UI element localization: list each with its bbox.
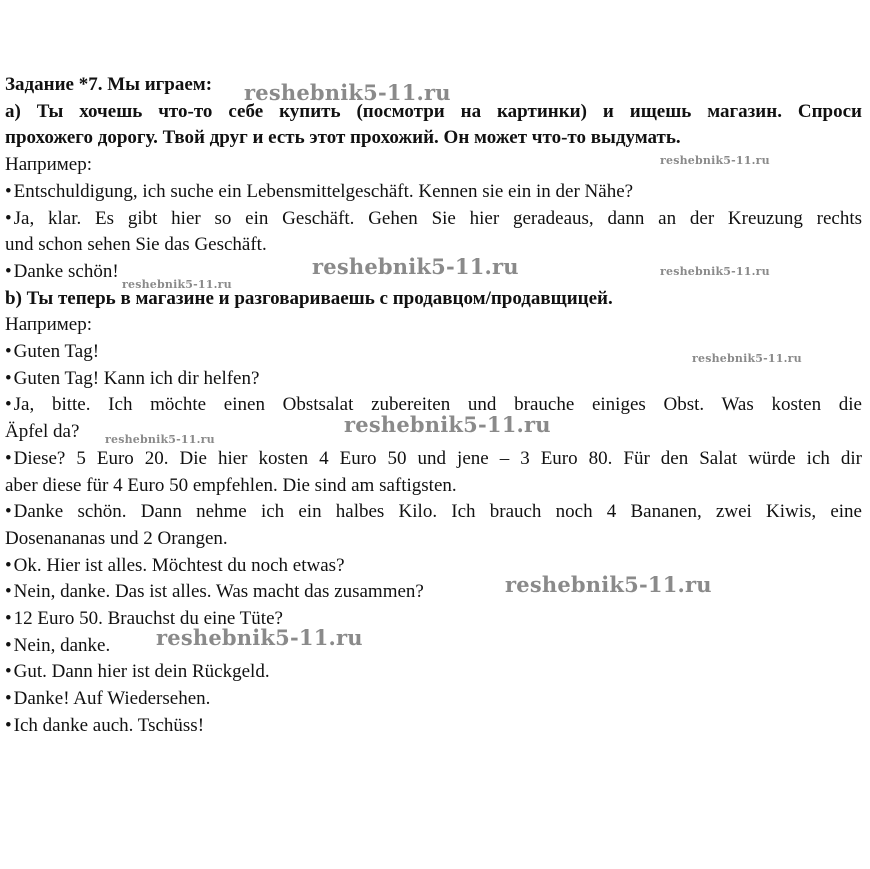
watermark-text: reshebnik5-11.ru xyxy=(344,412,551,437)
part-a-example-label: Например: xyxy=(5,154,92,176)
watermark-text: reshebnik5-11.ru xyxy=(156,625,363,650)
watermark-text: reshebnik5-11.ru xyxy=(122,278,232,291)
dialog-line: • Diese? 5 Euro 20. Die hier kosten 4 Euro 50 und jene – 3 Euro 80. Für den Salat würde ich dir xyxy=(5,446,862,473)
dialog-line-continued: Äpfel da? xyxy=(5,421,80,443)
watermark-text: reshebnik5-11.ru xyxy=(312,254,519,279)
watermark-text: reshebnik5-11.ru xyxy=(692,352,802,365)
part-b-heading: b) Ты теперь в магазине и разговариваешь с продавцом/продавщицей. xyxy=(5,287,613,309)
dialog-line: • Danke schön. Dann nehme ich ein halbes Kilo. Ich brauch noch 4 Bananen, zwei Kiwis, eine xyxy=(5,499,862,526)
dialog-line: • Gut. Dann hier ist dein Rückgeld. xyxy=(5,659,862,686)
dialog-line: • Ja, bitte. Ich möchte einen Obstsalat zubereiten und brauche einiges Obst. Was kosten die xyxy=(5,392,862,419)
dialog-line-continued: aber diese für 4 Euro 50 empfehlen. Die sind am saftigsten. xyxy=(5,474,457,496)
dialog-line: • Nein, danke. xyxy=(5,633,862,660)
dialog-line: • Ich danke auch. Tschüss! xyxy=(5,713,862,740)
dialog-line: • Guten Tag! Kann ich dir helfen? xyxy=(5,366,862,393)
watermark-text: reshebnik5-11.ru xyxy=(660,265,770,278)
dialog-line: • 12 Euro 50. Brauchst du eine Tüte? xyxy=(5,606,862,633)
watermark-text: reshebnik5-11.ru xyxy=(105,433,215,446)
dialog-line: • Ok. Hier ist alles. Möchtest du noch etwas? xyxy=(5,553,862,580)
watermark-text: reshebnik5-11.ru xyxy=(505,572,712,597)
dialog-line: • Ja, klar. Es gibt hier so ein Geschäft. Gehen Sie hier geradeaus, dann an der Kreuzung rechts xyxy=(5,206,862,233)
dialog-line: • Guten Tag! xyxy=(5,339,862,366)
part-a-heading-line-2: прохожего дорогу. Твой друг и есть этот прохожий. Он может что-то выдумать. xyxy=(5,127,681,149)
part-b-example-label: Например: xyxy=(5,314,92,336)
document-body xyxy=(5,72,862,740)
dialog-line: • Danke! Auf Wiedersehen. xyxy=(5,686,862,713)
dialog-line: • Entschuldigung, ich suche ein Lebensmittelgeschäft. Kennen sie ein in der Nähe? xyxy=(5,179,862,206)
dialog-line: • Nein, danke. Das ist alles. Was macht das zusammen? xyxy=(5,579,862,606)
part-a-heading-line-1: а) Ты хочешь что-то себе купить (посмотри на картинки) и ищешь магазин. Спроси xyxy=(5,100,862,122)
dialog-line: • Danke schön! xyxy=(5,259,862,286)
task-title: Задание *7. Мы играем: xyxy=(5,74,213,95)
watermark-text: reshebnik5-11.ru xyxy=(244,80,451,105)
dialog-line-continued: und schon sehen Sie das Geschäft. xyxy=(5,234,267,256)
dialog-line-continued: Dosenananas und 2 Orangen. xyxy=(5,527,228,549)
watermark-text: reshebnik5-11.ru xyxy=(660,154,770,167)
